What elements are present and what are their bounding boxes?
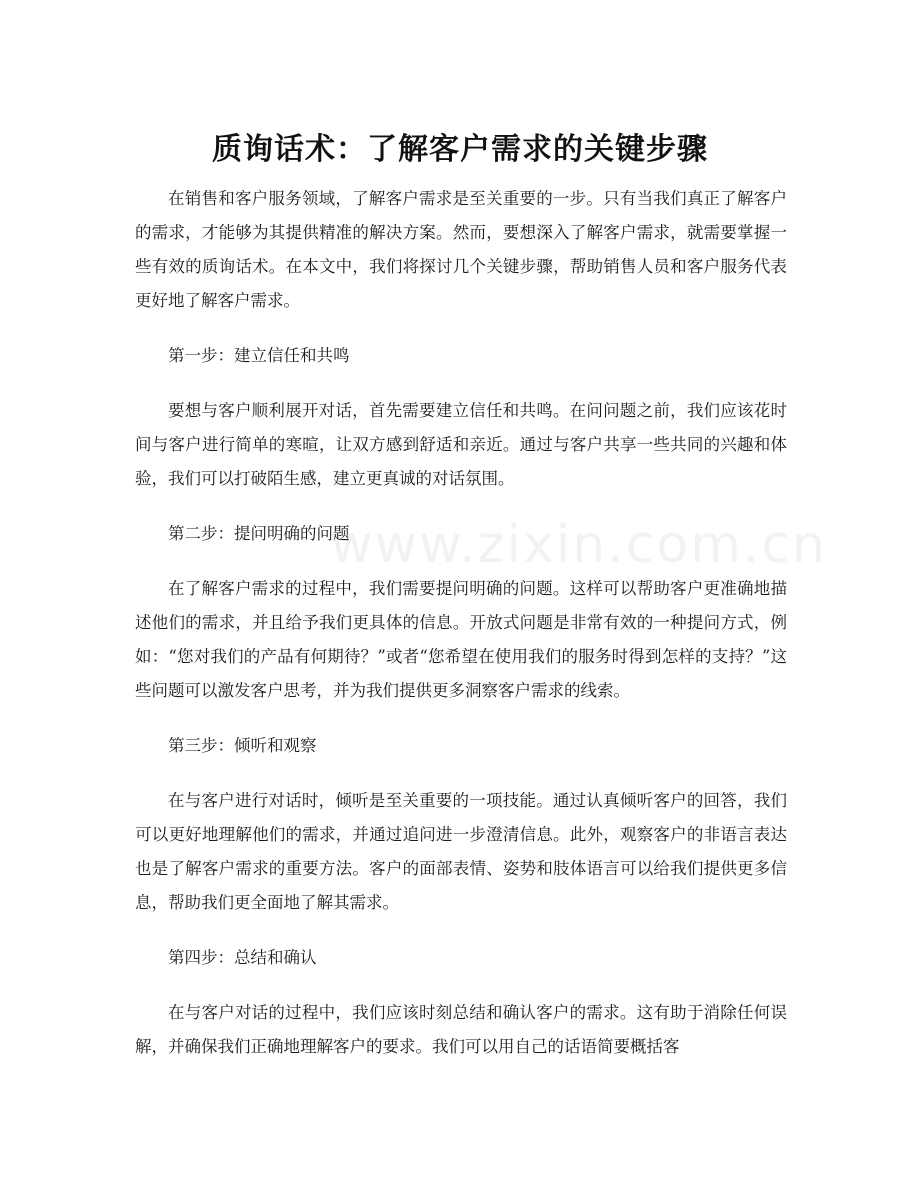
section-paragraph-step-4: 在与客户对话的过程中，我们应该时刻总结和确认客户的需求。这有助于消除任何误解，并确保我们正确地理解客户的要求。我们可以用自己的话语简要概括客 xyxy=(135,1003,787,1056)
document-body xyxy=(135,182,787,1085)
section-heading-step-4: 第四步：总结和确认 xyxy=(168,948,317,967)
section-paragraph-step-2: 在了解客户需求的过程中，我们需要提问明确的问题。这样可以帮助客户更准确地描述他们的需求，并且给予我们更具体的信息。开放式问题是非常有效的一种提问方式，例如：“您对我们的产品有何期待？”或者“您希望在使用我们的服务时得到怎样的支持？”这些问题可以激发客户思考，并为我们提供更多洞察客户需求的线索。 xyxy=(135,579,787,700)
watermark: www.zixin.com.cn xyxy=(330,515,827,575)
section-paragraph-step-3: 在与客户进行对话时，倾听是至关重要的一项技能。通过认真倾听客户的回答，我们可以更好地理解他们的需求，并通过追问进一步澄清信息。此外，观察客户的非语言表达也是了解客户需求的重要方法。客户的面部表情、姿势和肢体语言可以给我们提供更多信息，帮助我们更全面地了解其需求。 xyxy=(135,791,787,912)
document-title: 质询话术：了解客户需求的关键步骤 xyxy=(212,132,708,168)
section-paragraph-step-1: 要想与客户顺利展开对话，首先需要建立信任和共鸣。在问问题之前，我们应该花时间与客户进行简单的寒暄，让双方感到舒适和亲近。通过与客户共享一些共同的兴趣和体验，我们可以打破陌生感，建立更真诚的对话氛围。 xyxy=(135,401,787,488)
section-heading-step-1: 第一步：建立信任和共鸣 xyxy=(168,346,350,365)
section-heading-step-3: 第三步：倾听和观察 xyxy=(168,736,317,755)
section-heading-step-2: 第二步：提问明确的问题 xyxy=(168,524,350,543)
intro-paragraph: 在销售和客户服务领域，了解客户需求是至关重要的一步。只有当我们真正了解客户的需求，才能够为其提供精准的解决方案。然而，要想深入了解客户需求，就需要掌握一些有效的质询话术。在本文中，我们将探讨几个关键步骤，帮助销售人员和客户服务代表更好地了解客户需求。 xyxy=(135,189,787,310)
